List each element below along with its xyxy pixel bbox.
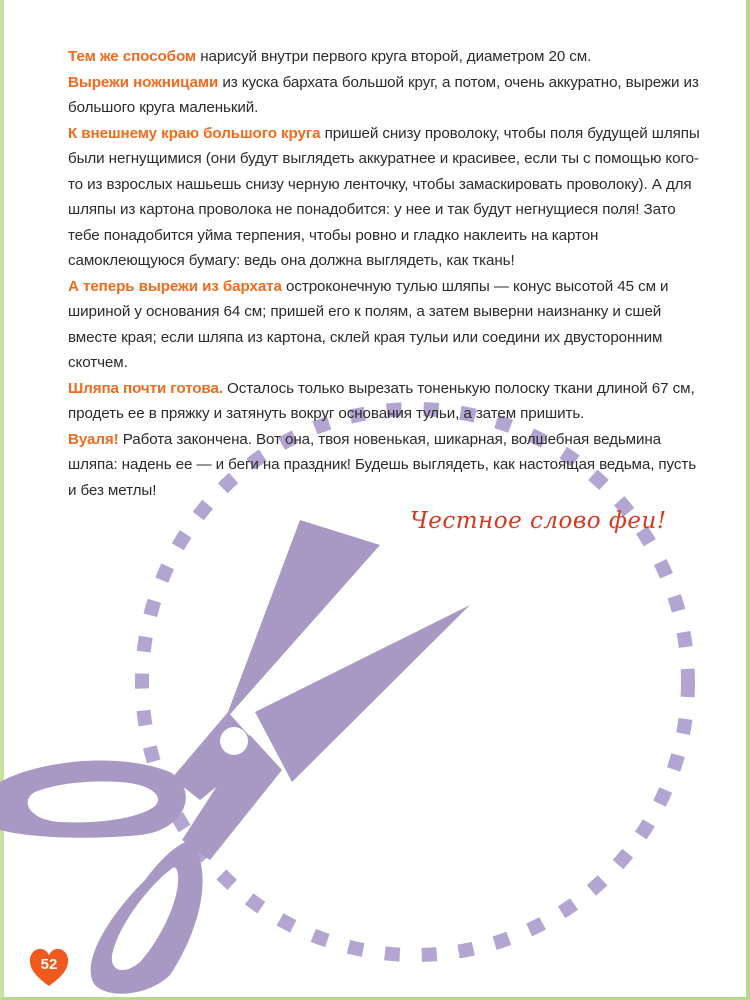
paragraph-3 xyxy=(68,121,700,274)
paragraph-lead: А теперь вырежи из бархата xyxy=(68,277,282,295)
scissors-pivot xyxy=(220,727,248,755)
paragraph-body: из куска бархата большой круг, а потом, очень аккуратно, вырежи из большого круга маленький. xyxy=(68,73,699,116)
paragraph-body: нарисуй внутри первого круга второй, диаметром 20 см. xyxy=(196,48,592,65)
paragraph-lead: Вуаля! xyxy=(68,430,119,448)
paragraph-4 xyxy=(68,274,700,376)
fairy-note: Честное слово феи! xyxy=(410,508,667,534)
paragraph-1 xyxy=(68,44,700,70)
instructions-text xyxy=(68,44,700,503)
paragraph-body: остроконечную тулью шляпы — конус высотой 45 см и шириной у основания 64 см; пришей его к полям, а затем выверни наизнанку и сшей вместе края; если шляпа из картона, склей края тульи или соедини их двусторонним скотчем. xyxy=(68,277,669,371)
paragraph-5 xyxy=(68,376,700,427)
paragraph-body: пришей снизу проволоку, чтобы поля будущей шляпы были негнущимися (они будут выглядеть аккуратнее и красивее, если ты с помощью кого-то из взрослых нашьешь снизу черную ленточку, чтобы замаскировать проволоку). А для шляпы из картона проволока не понадобится: у нее и так будут негнущиеся поля! Зато тебе понадобится уйма терпения, чтобы ровно и гладко наклеить на картон самоклеющуюся бумагу: ведь она должна выглядеть, как ткань! xyxy=(68,124,700,269)
paragraph-body: Работа закончена. Вот она, твоя новенькая, шикарная, волшебная ведьмина шляпа: надень ее — и беги на праздник! Будешь выглядеть, как настоящая ведьма, пусть и без метлы! xyxy=(68,430,697,499)
paragraph-lead: Тем же способом xyxy=(68,48,197,65)
paragraph-lead: К внешнему краю большого круга xyxy=(68,124,321,142)
paragraph-2 xyxy=(68,70,700,121)
paragraph-lead: Шляпа почти готова. xyxy=(68,379,223,397)
paragraph-lead: Вырежи ножницами xyxy=(68,73,219,91)
paragraph-body: Осталось только вырезать тоненькую полоску ткани длиной 67 см, продеть ее в пряжку и затянуть вокруг основания тульи, а затем пришить. xyxy=(68,379,695,422)
paragraph-6 xyxy=(68,427,700,504)
page-number-badge xyxy=(28,944,70,988)
page-number: 52 xyxy=(40,956,58,973)
scissors-icon xyxy=(0,520,470,994)
